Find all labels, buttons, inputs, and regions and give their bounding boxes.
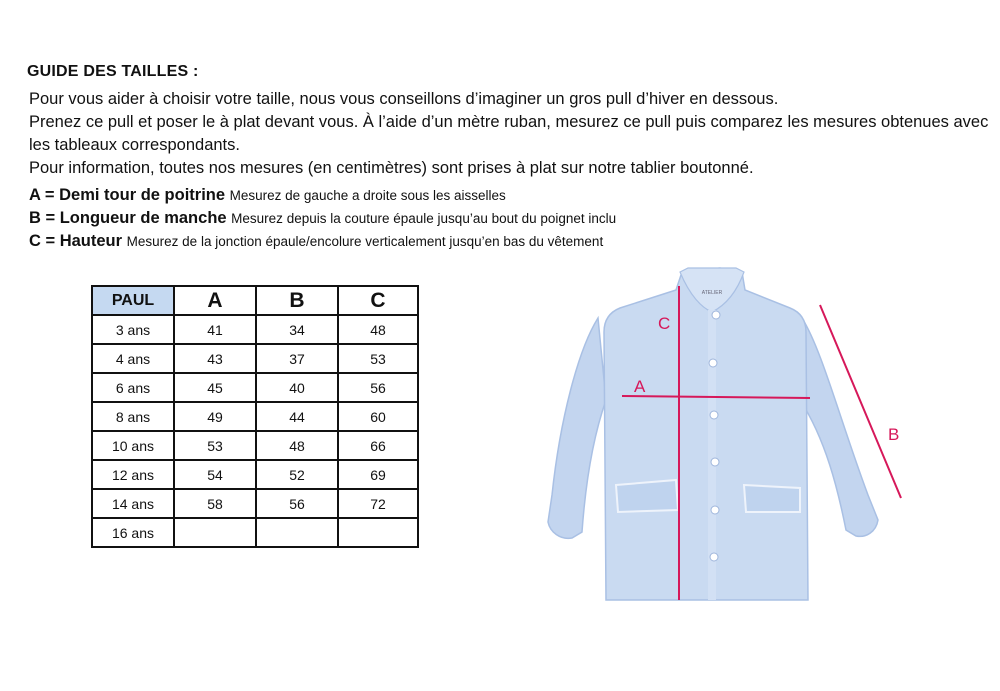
value-cell: 48: [256, 431, 338, 460]
size-cell: 3 ans: [92, 315, 174, 344]
size-cell: 6 ans: [92, 373, 174, 402]
intro-line: Pour information, toutes nos mesures (en centimètres) sont prises à plat sur notre tablier boutonné.: [29, 159, 754, 177]
value-cell: 52: [256, 460, 338, 489]
definition-b: [29, 207, 616, 230]
model-header: PAUL: [92, 286, 174, 315]
label-b: B: [888, 425, 900, 444]
size-cell: 8 ans: [92, 402, 174, 431]
value-cell: 37: [256, 344, 338, 373]
value-cell: 56: [338, 373, 418, 402]
size-cell: 4 ans: [92, 344, 174, 373]
definition-key: B = Longueur de manche: [29, 209, 227, 227]
value-cell: [256, 518, 338, 547]
table-row: [92, 489, 418, 518]
value-cell: 66: [338, 431, 418, 460]
label-a: A: [634, 377, 646, 396]
label-c: C: [658, 314, 671, 333]
definition-desc: Mesurez de gauche a droite sous les aisselles: [229, 188, 506, 203]
table-row: [92, 402, 418, 431]
value-cell: 45: [174, 373, 256, 402]
value-cell: 53: [174, 431, 256, 460]
table-row: [92, 315, 418, 344]
size-cell: 14 ans: [92, 489, 174, 518]
table-row: [92, 373, 418, 402]
value-cell: 60: [338, 402, 418, 431]
value-cell: 69: [338, 460, 418, 489]
intro-text: [29, 88, 994, 180]
size-cell: 12 ans: [92, 460, 174, 489]
value-cell: 44: [256, 402, 338, 431]
value-cell: [174, 518, 256, 547]
value-cell: 54: [174, 460, 256, 489]
value-cell: 40: [256, 373, 338, 402]
size-cell: 10 ans: [92, 431, 174, 460]
guide-title: GUIDE DES TAILLES :: [27, 63, 199, 80]
definition-key: C = Hauteur: [29, 232, 123, 250]
column-header-b: B: [256, 286, 338, 315]
value-cell: 48: [338, 315, 418, 344]
table-header-row: [92, 286, 418, 315]
value-cell: 56: [256, 489, 338, 518]
size-cell: 16 ans: [92, 518, 174, 547]
intro-line: Prenez ce pull et poser le à plat devant vous. À l’aide d’un mètre ruban, mesurez ce pull puis comparez les mesures obtenues avec les tableaux correspondants.: [29, 113, 989, 154]
size-table: [91, 285, 419, 548]
value-cell: 58: [174, 489, 256, 518]
value-cell: [338, 518, 418, 547]
table-row: [92, 344, 418, 373]
value-cell: 53: [338, 344, 418, 373]
jacket-shape: [548, 268, 878, 600]
table-row: [92, 518, 418, 547]
definition-desc: Mesurez depuis la couture épaule jusqu’au bout du poignet inclu: [231, 211, 617, 226]
definition-desc: Mesurez de la jonction épaule/encolure verticalement jusqu’en bas du vêtement: [126, 234, 604, 249]
value-cell: 41: [174, 315, 256, 344]
table-row: [92, 460, 418, 489]
column-header-a: A: [174, 286, 256, 315]
value-cell: 72: [338, 489, 418, 518]
brand-label: ATELIER: [701, 290, 723, 296]
table-row: [92, 431, 418, 460]
measure-definitions: [29, 184, 616, 253]
value-cell: 34: [256, 315, 338, 344]
jacket-illustration: [540, 262, 920, 607]
definition-key: A = Demi tour de poitrine: [29, 186, 226, 204]
value-cell: 49: [174, 402, 256, 431]
definition-c: [29, 230, 616, 253]
value-cell: 43: [174, 344, 256, 373]
intro-line: Pour vous aider à choisir votre taille, nous vous conseillons d’imaginer un gros pull d’hiver en dessous.: [29, 90, 779, 108]
column-header-c: C: [338, 286, 418, 315]
definition-a: [29, 184, 616, 207]
